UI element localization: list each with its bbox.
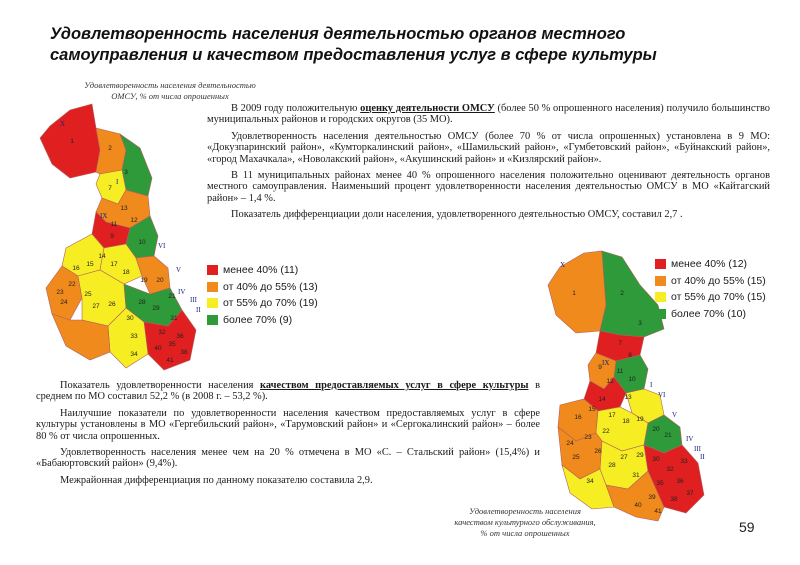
legend-swatch — [207, 315, 218, 325]
map2-roman: V — [672, 411, 678, 419]
highlight-text: оценку деятельности ОМСУ — [360, 103, 495, 114]
legend-swatch — [207, 265, 218, 275]
map2-caption-line3: % от числа опрошенных — [480, 528, 570, 538]
map2-legend-row-orange — [655, 273, 766, 290]
map1-label: 32 — [158, 329, 166, 336]
map2-label: 34 — [586, 478, 594, 485]
map2-roman: III — [694, 445, 701, 453]
map1-label: 36 — [176, 333, 184, 340]
map2-legend — [655, 256, 766, 322]
omsu-paragraph-2: Удовлетворенность населения деятельностью ОМСУ (более 70 % от числа опрошенных) установлена в 9 МО: «Докузпаринский район», «Кумторкалинский район», «Шамильский район», «Гумбетовский район», «Буйнакский район», «город Махачкала», «Новолакский район», «Акушинский район» и «Кизлярский район». — [207, 130, 770, 165]
map2-roman: IX — [602, 359, 610, 367]
map1-label: 26 — [108, 301, 116, 308]
map1-label: 3 — [124, 169, 128, 176]
legend-swatch — [655, 276, 666, 286]
legend-label: от 40% до 55% (13) — [223, 280, 318, 293]
map1-legend-row-yellow — [207, 295, 318, 312]
map1-label: 14 — [98, 253, 106, 260]
text-run: в среднем по МО составил 52,2 % (в 2008 г. – 53,2 %). — [36, 380, 540, 403]
map2-label: 37 — [686, 490, 694, 497]
map1-legend — [207, 262, 318, 328]
culture-paragraph-4: Межрайонная дифференциация по данному показателю составила 2,9. — [60, 474, 373, 486]
legend-swatch — [207, 298, 218, 308]
map2-label: 25 — [572, 454, 580, 461]
map1-roman: II — [196, 306, 201, 314]
map1-label: 31 — [170, 315, 178, 322]
map2-label: 9 — [598, 364, 602, 371]
map1-label: 28 — [138, 299, 146, 306]
text-run: Показатель удовлетворенности населения — [60, 380, 261, 391]
legend-swatch — [655, 309, 666, 319]
map1-label: 27 — [92, 303, 100, 310]
map2-label: 35 — [656, 480, 664, 487]
culture-paragraph-1 — [36, 380, 540, 403]
map1-roman: VI — [158, 242, 166, 250]
map2-label: 20 — [652, 426, 660, 433]
text-run: В 2009 году положительную — [231, 103, 361, 114]
map1-regions — [40, 104, 196, 370]
map2-label: 11 — [616, 368, 624, 375]
legend-label: от 40% до 55% (15) — [671, 274, 766, 287]
page-number: 59 — [739, 519, 755, 535]
map2-label: 21 — [664, 432, 672, 439]
map1-omsu-satisfaction — [30, 98, 210, 383]
map2-caption — [410, 506, 640, 539]
map1-legend-row-orange — [207, 279, 318, 296]
legend-label: от 55% до 70% (19) — [223, 297, 318, 310]
map1-legend-row-green — [207, 312, 318, 329]
map2-label: 40 — [634, 502, 642, 509]
map1-roman: I — [116, 178, 119, 186]
page-title: Удовлетворенность населения деятельностью органов местного самоуправления и качеством предоставления услуг в сфере культуры — [50, 25, 657, 64]
map1-label: 35 — [168, 341, 176, 348]
omsu-paragraph-4: Показатель дифференциации доли населения, удовлетворенного деятельностью ОМСУ, составил 2,7 . — [231, 209, 683, 221]
map2-label: 16 — [574, 414, 582, 421]
map1-label: 23 — [56, 289, 64, 296]
map2-caption-line2: качеством культурного обслуживания, — [454, 517, 596, 527]
map1-legend-row-red — [207, 262, 318, 279]
map2-legend-row-green — [655, 306, 766, 323]
map1-label: 24 — [60, 299, 68, 306]
map2-label: 32 — [666, 466, 674, 473]
map2-label: 27 — [620, 454, 628, 461]
map2-label: 24 — [566, 440, 574, 447]
map1-label: 10 — [138, 239, 146, 246]
map2-roman: IV — [686, 435, 694, 443]
map2-label: 26 — [594, 448, 602, 455]
map2-legend-row-yellow — [655, 289, 766, 306]
text-run: (более 50 % опрошенного населения) получило большинство муниципальных районов и городских округов (35 МО). — [207, 103, 771, 126]
map2-label: 36 — [676, 478, 684, 485]
map2-label: 29 — [636, 452, 644, 459]
map1-label: 17 — [110, 261, 118, 268]
map1-label: 18 — [122, 269, 130, 276]
map2-label: 41 — [654, 508, 662, 515]
omsu-text-block — [207, 103, 770, 226]
map1-label: 20 — [156, 277, 164, 284]
map1-roman: III — [190, 296, 197, 304]
map2-caption-line1: Удовлетворенность населения — [469, 506, 581, 516]
map1-label: 22 — [68, 281, 76, 288]
map2-roman: II — [700, 453, 705, 461]
map1-label: 33 — [130, 333, 138, 340]
map2-label: 22 — [602, 428, 610, 435]
map2-legend-row-red — [655, 256, 766, 273]
map2-roman: VI — [658, 391, 666, 399]
map1-caption-line2: ОМСУ, % от числа опрошенных — [111, 91, 229, 101]
map1-label: 34 — [130, 351, 138, 358]
map2-label: 19 — [636, 416, 644, 423]
legend-swatch — [655, 259, 666, 269]
map2-label: 7 — [618, 340, 622, 347]
map1-roman: X — [60, 120, 66, 128]
culture-paragraph-2: Наилучшие показатели по удовлетворенности населения качеством предоставляемых услуг в сфере культуры установлены в МО «Гергебильский район», «Тарумовский район» и «Сергокалинский район» – более 80 % от числа опрошенных. — [36, 407, 540, 442]
highlight-text: качеством предоставляемых услуг в сфере культуры — [260, 380, 529, 391]
map1-label: 15 — [86, 261, 94, 268]
map1-label: 7 — [108, 185, 112, 192]
legend-label: более 70% (9) — [223, 313, 293, 326]
map2-label: 18 — [622, 418, 630, 425]
map2-label: 38 — [670, 496, 678, 503]
map1-label: 19 — [140, 277, 148, 284]
map1-label: 25 — [84, 291, 92, 298]
map1-label: 40 — [154, 345, 162, 352]
map1-label: 11 — [110, 221, 118, 228]
legend-label: менее 40% (12) — [671, 258, 748, 271]
map2-label: 10 — [628, 376, 636, 383]
map2-region-north-orange — [548, 251, 606, 333]
map1-label: 13 — [120, 205, 128, 212]
legend-label: более 70% (10) — [671, 307, 746, 320]
omsu-paragraph-1 — [207, 103, 770, 126]
map1-roman: V — [176, 266, 182, 274]
legend-swatch — [207, 282, 218, 292]
map2-label: 23 — [584, 434, 592, 441]
map1-caption-line1: Удовлетворенность населения деятельностью — [84, 80, 256, 90]
map2-label: 2 — [620, 290, 624, 297]
map1-label: 12 — [130, 217, 138, 224]
map1-label: 29 — [152, 305, 160, 312]
map2-label: 8 — [628, 352, 632, 359]
legend-label: от 55% до 70% (15) — [671, 291, 766, 304]
map2-label: 13 — [624, 394, 632, 401]
culture-text-block — [36, 380, 540, 491]
map1-label: 38 — [180, 349, 188, 356]
map2-label: 31 — [632, 472, 640, 479]
map2-label: 3 — [638, 320, 642, 327]
map2-label: 12 — [606, 378, 614, 385]
map1-label: 21 — [168, 293, 176, 300]
culture-paragraph-3: Удовлетворенность населения менее чем на 20 % отмечена в МО «С. – Стальский район» (15,4%) и «Бабаюртовский район» (9,4%). — [36, 447, 540, 470]
map1-roman: IV — [178, 288, 186, 296]
map2-label: 1 — [572, 290, 576, 297]
map2-label: 28 — [608, 462, 616, 469]
map1-label: 16 — [72, 265, 80, 272]
legend-label: менее 40% (11) — [223, 264, 299, 277]
map1-label: 30 — [126, 315, 134, 322]
map2-roman: X — [560, 261, 566, 269]
map2-label: 17 — [608, 412, 616, 419]
omsu-paragraph-3: В 11 муниципальных районах менее 40 % опрошенного населения положительно оценивают деятельность органов местного самоуправления. Наименьший процент удовлетворенности населения деятельностью ОМСУ в МО «Кайтагский район» – 1,4 %. — [207, 170, 770, 204]
map1-label: 9 — [110, 233, 114, 240]
map2-roman: I — [650, 381, 653, 389]
map2-label: 39 — [648, 494, 656, 501]
legend-swatch — [655, 292, 666, 302]
map2-label: 33 — [680, 458, 688, 465]
map2-label: 15 — [588, 406, 596, 413]
map1-roman: IX — [100, 212, 108, 220]
map1-label: 1 — [70, 138, 74, 145]
map1-label: 41 — [166, 357, 174, 364]
map2-label: 30 — [652, 456, 660, 463]
map1-label: 2 — [108, 145, 112, 152]
map2-label: 14 — [598, 396, 606, 403]
